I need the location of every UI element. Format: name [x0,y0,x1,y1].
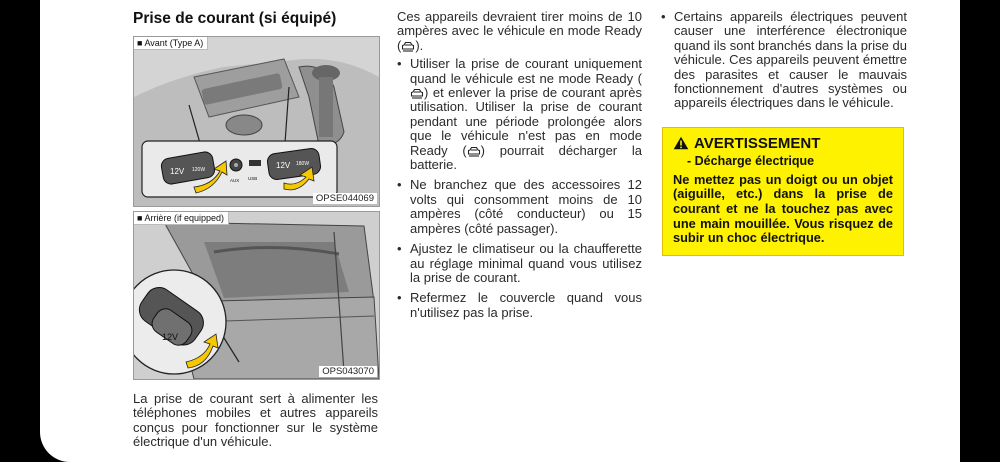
column-1 [133,8,378,450]
svg-text:180W: 180W [296,161,310,167]
front-console-illustration [134,37,379,206]
svg-text:AUX: AUX [230,178,240,183]
list-item: • Ajustez le climatiseur ou la chaufferette au réglage minimal quand vous utilisez la prise de courant. [397,242,642,285]
car-ready-icon [467,146,481,157]
interference-list [661,10,907,111]
list-item: • Utiliser la prise de courant uniquement quand le véhicule est ne mode Ready ( ) et enlever la prise de courant après utilisation. Utiliser la prise de courant pendant une période prolongée alors que le véhicule n'est pas en mode Ready ( ) pourrait décharger la batterie. [397,57,642,172]
svg-text:12V: 12V [162,332,179,342]
warning-subtitle: - Décharge électrique [687,153,815,168]
figure-code-front: OPSE044069 [313,193,377,204]
rear-cargo-illustration [134,212,379,379]
svg-text:USB: USB [248,176,258,181]
warning-box [662,127,904,256]
current-limit-paragraph: Ces appareils devraient tirer moins de 10 ampères avec le véhicule en mode Ready ( ). [397,9,642,53]
section-title: Prise de courant (si équipé) [133,10,337,27]
list-item: • Certains appareils électriques peuvent causer une interférence électronique quand ils sont branchés dans la prise du véhicule. Ces appareils peuvent émettre des parasites et causer le mauvais fonctionnement d'autres systèmes ou appareils électriques dans le véhicule. [661,10,907,111]
car-ready-icon [401,41,415,52]
svg-text:120W: 120W [192,167,206,173]
list-item: • Ne branchez que des accessoires 12 volts qui consomment moins de 10 ampères (côté conducteur) ou 15 ampères (côté passager). [397,178,642,236]
rear-socket-figure [133,211,380,380]
warning-text: Ne mettez pas un doigt ou un objet (aiguille, etc.) dans la prise de courant et ne la touchez pas avec une main mouillée. Vous risquez de subir un choc électrique. [673,171,893,246]
list-item: • Refermez le couvercle quand vous n'utilisez pas la prise. [397,291,642,320]
front-socket-figure [133,36,380,207]
svg-text:12V: 12V [170,167,185,176]
warning-title: AVERTISSEMENT [694,134,821,152]
car-ready-icon [410,88,424,99]
figure-code-rear: OPS043070 [319,366,377,377]
precautions-list [397,57,642,320]
manual-page [40,0,960,462]
svg-text:12V: 12V [276,161,291,170]
column-2 [397,10,642,326]
figure-label-front: ■ Avant (Type A) [134,37,208,50]
warning-triangle-icon [673,136,689,150]
warning-header [673,135,893,152]
intro-paragraph: La prise de courant sert à alimenter les téléphones mobiles et autres appareils conçus pour fonctionner sur le système électrique d'un véhicule. [133,391,378,450]
column-3 [661,10,907,256]
figure-label-rear: ■ Arrière (if equipped) [134,212,229,225]
